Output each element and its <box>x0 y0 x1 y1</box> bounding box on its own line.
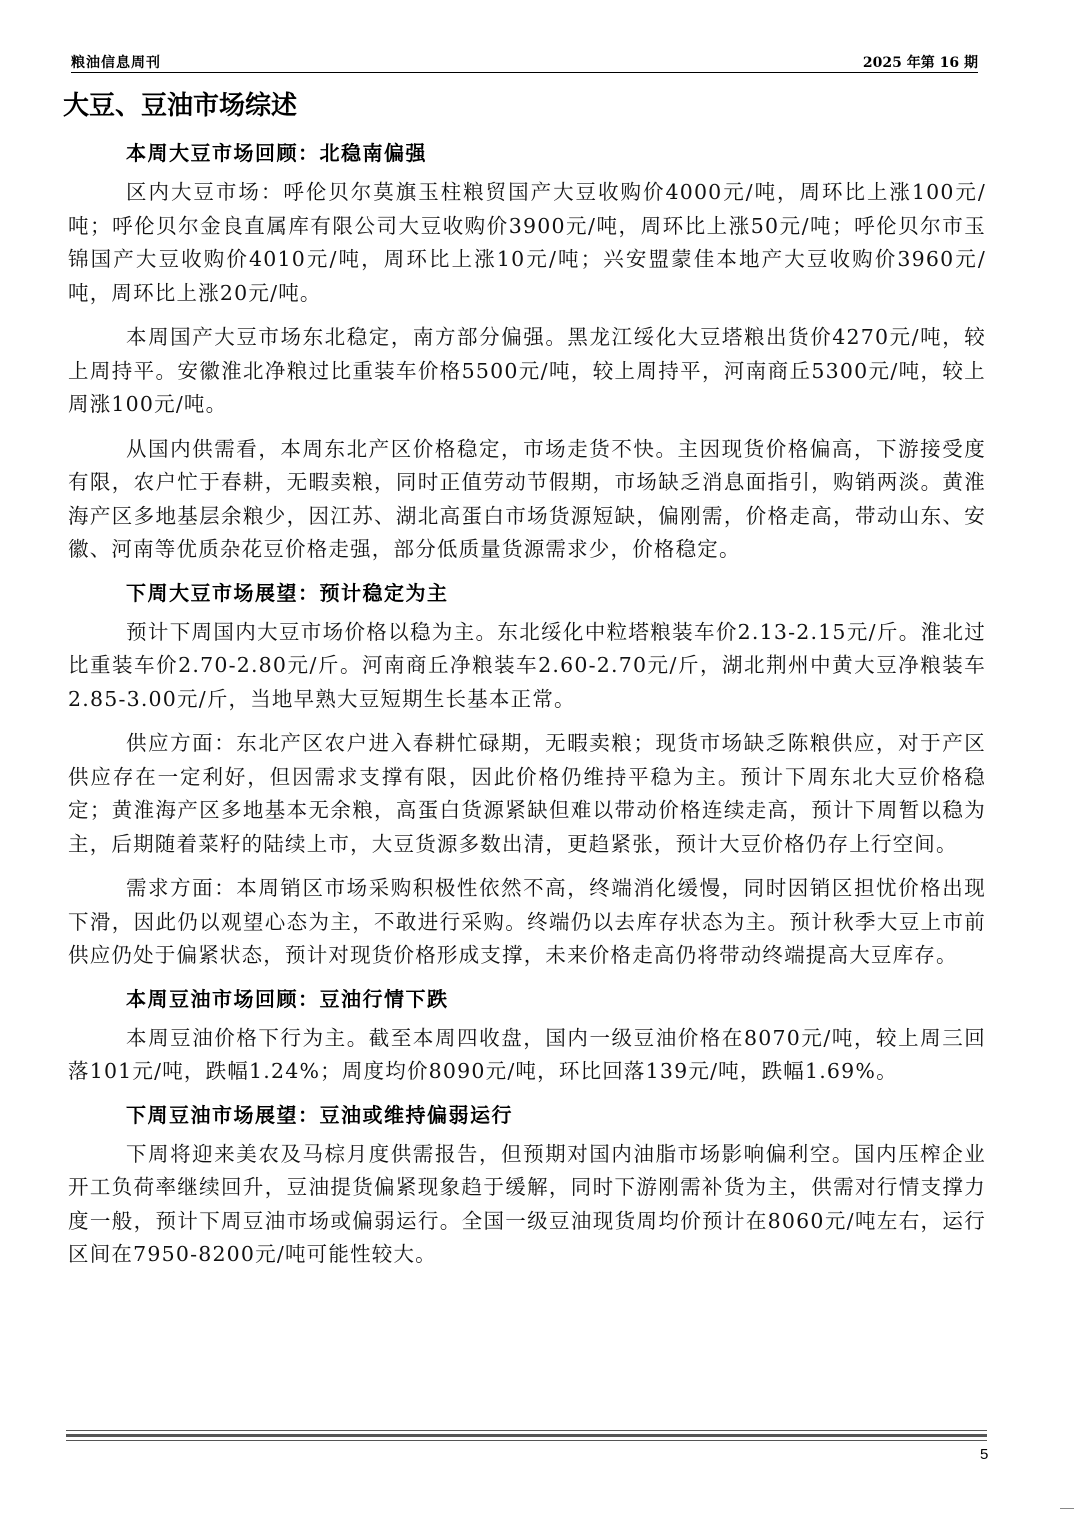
crop-mark <box>1060 1508 1074 1509</box>
publication-name: 粮油信息周刊 <box>71 55 161 71</box>
section-soyoil-outlook <box>68 1100 986 1272</box>
footer-divider <box>66 1430 987 1431</box>
header-divider <box>71 72 978 73</box>
section-heading: 下周大豆市场展望：预计稳定为主 <box>126 580 449 605</box>
paragraph: 本周国产大豆市场东北稳定，南方部分偏强。黑龙江绥化大豆塔粮出货价4270元/吨，较上周持平。安徽淮北净粮过比重装车价格5500元/吨，较上周持平，河南商丘5300元/吨，较上周涨100元/吨。 <box>68 325 986 416</box>
section-soyoil-review <box>68 984 986 1089</box>
running-header <box>71 52 978 72</box>
article-title: 大豆、豆油市场综述 <box>63 91 298 121</box>
article-body <box>63 88 986 1283</box>
section-soybean-review <box>68 138 986 567</box>
paragraph: 预计下周国内大豆市场价格以稳为主。东北绥化中粒塔粮装车价2.13-2.15元/斤。淮北过比重装车价2.70-2.80元/斤。河南商丘净粮装车2.60-2.70元/斤，湖北荆州中黄大豆净粮装车2.85-3.00元/斤，当地早熟大豆短期生长基本正常。 <box>68 619 986 711</box>
section-heading: 本周豆油市场回顾：豆油行情下跌 <box>126 986 449 1011</box>
section-soybean-outlook <box>68 578 986 973</box>
paragraph: 本周豆油价格下行为主。截至本周四收盘，国内一级豆油价格在8070元/吨，较上周三回落101元/吨，跌幅1.24%；周度均价8090元/吨，环比回落139元/吨，跌幅1.69%。 <box>68 1025 986 1083</box>
footer-divider <box>66 1440 987 1441</box>
issue-number: 2025 年第 16 期 <box>862 55 978 71</box>
paragraph: 下周将迎来美农及马棕月度供需报告，但预期对国内油脂市场影响偏利空。国内压榨企业开工负荷率继续回升，豆油提货偏紧现象趋于缓解，同时下游刚需补货为主，供需对行情支撑力度一般，预计下周豆油市场或偏弱运行。全国一级豆油现货周均价预计在8060元/吨左右，运行区间在7950-8200元/吨可能性较大。 <box>68 1141 986 1266</box>
footer-divider <box>66 1434 987 1437</box>
section-heading: 本周大豆市场回顾：北稳南偏强 <box>126 141 427 165</box>
paragraph: 需求方面：本周销区市场采购积极性依然不高，终端消化缓慢，同时因销区担忧价格出现下滑，因此仍以观望心态为主，不敢进行采购。终端仍以去库存状态为主。预计秋季大豆上市前供应仍处于偏紧状态，预计对现货价格形成支撑，未来价格走高仍将带动终端提高大豆库存。 <box>68 876 986 967</box>
page-number: 5 <box>980 1446 989 1463</box>
section-heading: 下周豆油市场展望：豆油或维持偏弱运行 <box>126 1102 513 1127</box>
paragraph: 供应方面：东北产区农户进入春耕忙碌期，无暇卖粮；现货市场缺乏陈粮供应，对于产区供应存在一定利好，但因需求支撑有限，因此价格仍维持平稳为主。预计下周东北大豆价格稳定；黄淮海产区多地基本无余粮，高蛋白货源紧缺但难以带动价格连续走高，预计下周暂以稳为主，后期随着菜籽的陆续上市，大豆货源多数出清，更趋紧张，预计大豆价格仍存上行空间。 <box>68 731 986 856</box>
paragraph: 区内大豆市场：呼伦贝尔莫旗玉柱粮贸国产大豆收购价4000元/吨，周环比上涨100元/吨；呼伦贝尔金良直属库有限公司大豆收购价3900元/吨，周环比上涨50元/吨；呼伦贝尔市玉锦国产大豆收购价4010元/吨，周环比上涨10元/吨；兴安盟蒙佳本地产大豆收购价3960元/吨，周环比上涨20元/吨。 <box>68 180 986 305</box>
paragraph: 从国内供需看，本周东北产区价格稳定，市场走货不快。主因现货价格偏高，下游接受度有限，农户忙于春耕，无暇卖粮，同时正值劳动节假期，市场缺乏消息面指引，购销两淡。黄淮海产区多地基层余粮少，因江苏、湖北高蛋白市场货源短缺，偏刚需，价格走高，带动山东、安徽、河南等优质杂花豆价格走强，部分低质量货源需求少，价格稳定。 <box>68 436 986 561</box>
